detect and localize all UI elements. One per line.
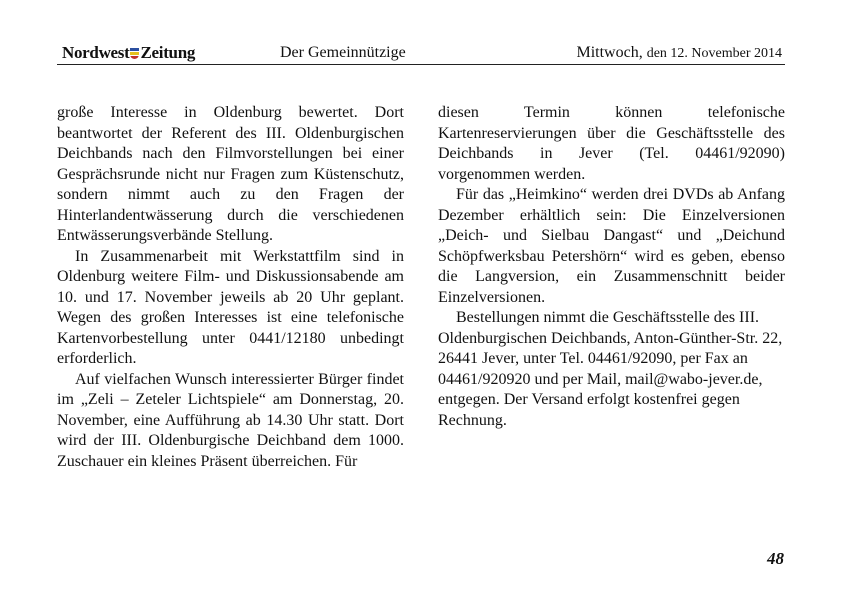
right-paragraph-3: Bestellungen nimmt die Geschäftsstelle des III. Oldenburgischen Deichbands, Anton-Günther-Str. 22, 26441 Jever, unter Tel. 04461/92090, per Fax an 04461/920920 und per Mail, mail@wabo-jever.de, entgegen. Der Versand erfolgt kostenfrei gegen Rechnung. bbox=[438, 309, 783, 429]
right-paragraph-2: Für das „Heimkino“ werden drei DVDs ab Anfang Dezember erhältlich sein: Die Einzelversionen „Deich- und Sielbau Dangast“ und „Deichund Schöpfwerksbau Petershörn“ wird es geben, ebenso die Langversion, ein Zusammenschnitt beider Einzelversionen. bbox=[438, 186, 785, 306]
left-paragraph-3: Auf vielfachen Wunsch interessierter Bürger findet im „Zeli – Zeteler Lichtspiele“ am Donnerstag, 20. November, eine Aufführung ab 14.30 Uhr statt. Dort wird der III. Oldenburgische Deichband dem 1000. Zuschauer ein kleines Präsent überreichen. Für bbox=[57, 370, 404, 470]
date-text: den 12. November 2014 bbox=[646, 46, 782, 61]
masthead-text-right: Zeitung bbox=[140, 43, 196, 62]
dateline bbox=[576, 44, 782, 62]
right-paragraph-1: diesen Termin können telefonische Kartenreservierungen über die Geschäftsstelle des Deichbands in Jever (Tel. 04461/92090) vorgenommen werden. bbox=[438, 104, 785, 183]
left-paragraph-2: In Zusammenarbeit mit Werkstattfilm sind in Oldenburg weitere Film- und Diskussionsabende am 10. und 17. November jeweils ab 20 Uhr geplant. Wegen des großen Interesses ist eine telefonische Kartenvorbestellung unter 0441/12180 unbedingt erforderlich. bbox=[57, 247, 404, 367]
page-header bbox=[57, 44, 785, 65]
left-paragraph-1: große Interesse in Oldenburg bewertet. Dort beantwortet der Referent des III. Oldenburgischen Deichbands nach den Filmvorstellungen bei einer Gesprächsrunde nicht nur Fragen zum Küstenschutz, sondern nimmt auch zu den Fragen der Hinterlandentwässerung durch die verschiedenen Entwässerungsverbände Stellung. bbox=[57, 104, 404, 244]
right-column bbox=[438, 103, 785, 431]
left-column bbox=[57, 103, 404, 472]
newspaper-masthead bbox=[62, 43, 195, 63]
page-number: 48 bbox=[767, 549, 784, 568]
masthead-text-left: Nordwest bbox=[62, 43, 130, 62]
coat-of-arms-icon bbox=[130, 48, 139, 59]
date-weekday: Mittwoch, bbox=[576, 44, 643, 61]
section-title: Der Gemeinnützige bbox=[280, 44, 406, 61]
